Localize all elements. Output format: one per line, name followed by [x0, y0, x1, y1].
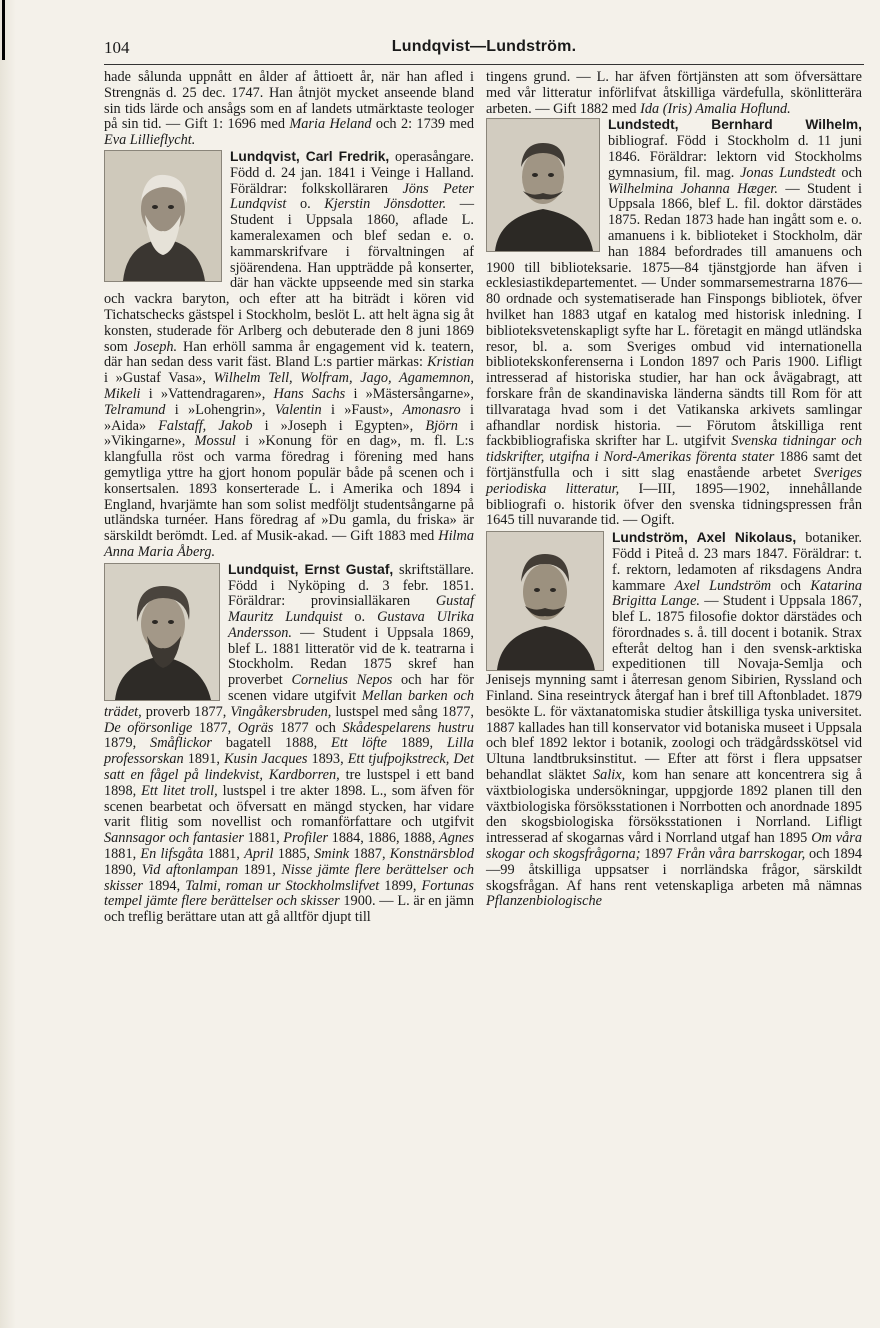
- text-run: bagatell 1888,: [212, 735, 332, 752]
- italic-run: Talmi, roman ur Stockholmslifvet: [185, 877, 380, 894]
- italic-run: Amonasro: [402, 401, 461, 418]
- text-run: lustspel med sång 1877,: [331, 703, 474, 720]
- text-run: 1900. — L. är en jämn och treflig berättare utan att gå alltför djupt till: [104, 893, 475, 926]
- text-run: och: [771, 577, 811, 594]
- italic-run: Profiler: [283, 830, 329, 847]
- italic-run: Småflickor: [150, 735, 212, 752]
- text-run: — Student i Uppsala 1860, aflade L. kameralexamen och blef sedan e. o. kammarskrifvare i förvaltningen af sjöärendena. Han uppträdde på konserter, där han väckte uppseende med sin starka och vackra baryton, och efter att ha biträdt i kören vid Tichatschecks gästspel i Stockholm, beslöt L. att helt ägna sig åt konsten, studerade för Arlberg och debuterade den 8 juni 1869 som: [104, 196, 475, 355]
- text-run: o.: [342, 609, 378, 626]
- italic-run: April: [244, 846, 274, 863]
- text-run: 1879,: [104, 735, 151, 752]
- text-run: 1891,: [183, 751, 224, 768]
- text-run: I—III, 1895—1902, innehållande bibliografi o. historik öfver den svenska tidningspressen från 1645 till nuvarande tid. — Ogift.: [486, 480, 862, 529]
- binding-mark: [2, 0, 5, 60]
- italic-run: Kristian: [427, 354, 474, 371]
- text-run: i »Lohengrin»,: [165, 401, 275, 418]
- text-run: 1887,: [349, 846, 390, 863]
- italic-run: Hilma Anna Maria Åberg.: [104, 528, 474, 560]
- italic-run: Cornelius Nepos: [291, 672, 393, 689]
- text-run: 1893,: [307, 751, 348, 768]
- portrait-photo: [104, 150, 222, 282]
- text-run: i »Mästersångarne»,: [345, 385, 474, 402]
- text-run: bibliograf. Född i Stockholm d. 11 juni 1846. Föräldrar: lektorn vid Stockholms gymnasium, fil. mag.: [608, 133, 862, 181]
- italic-run: Skådespelarens hustru: [342, 719, 474, 736]
- text-run: proverb 1877,: [141, 703, 231, 720]
- text-run: i »Gustaf Vasa»,: [104, 370, 214, 387]
- header-rule: [104, 64, 864, 65]
- text-run: 1889,: [387, 735, 447, 752]
- entry-axel-nikolaus-lundstrom: [486, 530, 862, 910]
- text-run: — Student i Uppsala 1866, blef L. fil. doktor därstädes 1875. Redan 1873 hade han ingått som e. o. amanuens i k. biblioteket i Stockholm, där han 1884 befordrades till amanuens och 1900 till biblioteksarie. 1875—84 tjänstgjorde han äfven i ecklesiastikdepartementet. — Under sommarsemestrarna 1876—80 ordnade och systematiserade han Finspongs bibliotek, öfver hvilket han 1883 utgaf en katalog med historisk inledning. I biblioteksvetenskapligt syfte har L. företagit en mängd utländska resor, bl. a. som Sveriges ombud vid internationella bibliotekskonferenserna i London 1897 och Paris 1900. Lifligt intresserad af historiska studier, har han ock åvägabragt, att forskare från de skandinaviska länderna sändts till Rom för att tillvarataga hvad som i det Vatikanska arkivets samlingar afhandlar nordisk historia. — Förutom åtskilliga rent fackbibliografiska skrifter har L. utgifvit: [486, 180, 862, 450]
- italic-run: Svenska tidningar och tidskrifter, utgifna i Nord-Amerikas förenta stater: [486, 433, 862, 466]
- continuation-text: [486, 70, 862, 117]
- italic-run: Björn: [425, 417, 458, 434]
- text-run: — Student i Uppsala 1867, blef L. 1875 filosofie doktor därstädes och förordnades s. å. till docent i botanik. Strax efteråt deltog han i den svensk-arktiska expeditionen till Novaja-Semlja och Jenisejs mynning samt i återresan genom Sibirien, Ryssland och Finland. Sina reseintryck återgaf han i bref till Aftonbladet. 1879 besökte L. för växtanatomiska studier åtskilliga tyska universitet. 1887 kallades han till konservator vid botaniska museet i Uppsala och blef 1892 lektor i botanik, zoologi och trädgårdsskötsel vid Ultuna landtbruksinstitut. — Efter att först i flera uppsatser behandlat släktet: [486, 593, 863, 784]
- entry-headword: Lundstedt, Bernhard Wilhelm,: [608, 117, 862, 133]
- page-margin: [0, 0, 16, 1328]
- italic-run: De oförsonlige: [104, 719, 193, 736]
- text-run: 1881,: [243, 830, 284, 847]
- italic-run: En lifsgåta: [140, 846, 204, 863]
- text-run: i »Konung för en dag», m. fl. L:s klangfulla röst och varma föredrag i förening med hans gemytliga yttre ha gjort honom populär både på scenen och i konsertsalen. 1893 konserterade L. i Amerika och 1894 i England, hvarjämte han som solist medföljt studentsångarne på utländska turnéer. Hans föredrag af »Du gamla, du friska» är särskildt berömdt. Led. af Musik-akad. — Gift 1883 med: [104, 433, 474, 545]
- text-run: 1890,: [104, 861, 142, 878]
- text-run: 1891,: [238, 861, 282, 878]
- continuation-text: [104, 70, 474, 149]
- entry-headword: Lundqvist, Carl Fredrik,: [230, 148, 390, 164]
- entry-bernhard-wilhelm-lundstedt: [486, 117, 862, 529]
- page-header: [104, 38, 864, 64]
- italic-run: Från våra barrskogar,: [676, 846, 806, 863]
- italic-run: Fortunas tempel jämte flere berättelser och skisser: [104, 877, 474, 910]
- italic-run: Wilhelm Tell, Wolfram, Jago, Agamemnon, Mikeli: [104, 370, 475, 402]
- text-run: 1886 samt det förtjänstfulla och i sitt slag enastående arbetet: [486, 449, 862, 481]
- italic-run: Sveriges periodiska litteratur,: [486, 464, 862, 497]
- italic-run: Ett löfte: [331, 735, 388, 752]
- italic-run: Mossul: [194, 433, 236, 450]
- left-column: [104, 70, 474, 926]
- text-run: i »Aida»: [104, 401, 474, 434]
- italic-run: Agnes: [439, 830, 474, 847]
- italic-run: Hans Sachs: [273, 385, 346, 402]
- text-run: och 2: 1739 med: [371, 116, 474, 133]
- text-run: lustspel i tre akter 1898. L., som äfven för scenen bearbetat och öfversatt en mängd stycken, har vidare varit flitig som novellist och romanförfattare och utgifvit: [104, 782, 475, 831]
- italic-run: Salix,: [593, 767, 626, 784]
- italic-run: Maria Heland: [289, 116, 372, 133]
- italic-run: Falstaff, Jakob: [158, 417, 253, 434]
- portrait-photo: [486, 531, 604, 671]
- italic-run: Lilla professorskan: [104, 735, 474, 768]
- page-number: 104: [104, 38, 130, 57]
- italic-run: Ida (Iris) Amalia Hoflund.: [640, 100, 791, 117]
- text-run: 1881,: [104, 846, 141, 863]
- text-run: — Student i Uppsala 1869, blef L. 1881 litteratör vid de k. teatrarna i Stockholm. Redan 1875 skref han proverbet: [228, 624, 474, 689]
- italic-run: Smink: [314, 846, 350, 863]
- italic-run: Wilhelmina Johanna Hæger.: [608, 180, 778, 197]
- italic-run: Nisse jämte flere berättelser och skisser: [104, 861, 474, 894]
- text-run: operasångare. Född d. 24 jan. 1841 i Veinge i Halland. Föräldrar: folkskolläraren: [230, 148, 474, 197]
- italic-run: Konstnärsblod: [389, 846, 474, 863]
- italic-run: Jonas Lundstedt: [740, 164, 836, 181]
- italic-run: Vid aftonlampan: [141, 861, 239, 878]
- text-run: 1881,: [203, 846, 245, 863]
- text-run: 1877,: [192, 719, 238, 736]
- text-run: botaniker. Född i Piteå d. 23 mars 1847. Föräldrar: t. f. rektorn, ledamoten af riksdagens Andra kammare: [612, 530, 862, 594]
- portrait-photo: [104, 563, 220, 701]
- text-run: 1877 och: [273, 719, 343, 736]
- italic-run: Katarina Brigitta Lange.: [612, 577, 862, 610]
- portrait-photo: [486, 118, 600, 252]
- text-run: Han erhöll samma år engagement vid k. teatern, där han sedan dess varit fäst. Bland L:s partier märkas:: [104, 338, 474, 371]
- text-run: 1897: [640, 846, 677, 863]
- text-run: 1885,: [273, 846, 315, 863]
- text-run: i »Vattendragaren»,: [140, 385, 274, 402]
- italic-run: Jöns Peter Lundqvist: [230, 180, 474, 213]
- entry-headword: Lundquist, Ernst Gustaf,: [228, 561, 394, 577]
- entry-carl-fredrik-lundqvist: [104, 149, 474, 561]
- entry-ernst-gustaf-lundquist: [104, 562, 474, 926]
- text-run: i »Joseph i Egypten»,: [252, 417, 426, 434]
- text-run: 1894,: [142, 877, 186, 894]
- italic-run: Sannsagor och fantasier: [104, 830, 244, 847]
- text-run: och: [835, 164, 863, 181]
- italic-run: Ett litet troll,: [141, 782, 218, 799]
- italic-run: Mellan barken och trädet,: [104, 688, 474, 720]
- entry-headword: Lundström, Axel Nikolaus,: [612, 530, 797, 546]
- text-run: skriftställare. Född i Nyköping d. 3 febr. 1851. Föräldrar: provinsialläkaren: [228, 561, 474, 610]
- italic-run: Kusin Jacques: [223, 751, 308, 768]
- text-run: i »Vikingarne»,: [104, 417, 474, 450]
- italic-run: Valentin: [274, 401, 322, 418]
- text-run: och har för scenen vidare utgifvit: [228, 672, 474, 705]
- italic-run: Ogräs: [237, 719, 274, 736]
- text-run: i »Faust»,: [321, 401, 403, 418]
- italic-run: Gustava Ulrika Andersson.: [228, 609, 474, 641]
- italic-run: Pflanzenbiologische: [486, 893, 602, 910]
- italic-run: Gustaf Mauritz Lundquist: [228, 593, 474, 626]
- text-run: kom han senare att koncentrera sig å växtbiologiska undersökningar, uppgjorde 1892 planen till den växtbiologiska försöksstationen i Norrbotten och anordnade 1895 den skogsbiologiska försöksstationen i Norrland. Lifligt intresserad af skogarnas vård i Norrland utgaf han 1895: [486, 767, 862, 847]
- text-run: 1899,: [379, 877, 422, 894]
- italic-run: Ett tjufpojkstreck, Det satt en fågel på lindekvist, Kardborren,: [104, 751, 474, 784]
- running-head: Lundqvist—Lundström.: [391, 38, 577, 55]
- italic-run: Axel Lundström: [674, 577, 772, 594]
- italic-run: Kjerstin Jönsdotter.: [324, 196, 447, 213]
- italic-run: Om våra skogar och skogsfrågorna;: [486, 830, 862, 863]
- italic-run: Joseph.: [133, 338, 178, 355]
- right-column: [486, 70, 862, 910]
- text-run: och 1894—99 åtskilliga uppsatser i norrländska frågor, särskildt skogsfrågan. Af hans rent vetenskapliga arbeten må nämnas: [486, 846, 863, 894]
- text-run: tingens grund. — L. har äfven förtjänsten att som öfversättare med vår litteratur införlifvat åtskilliga värdefulla, skönlitterära arbeten. — Gift 1882 med: [486, 69, 862, 117]
- text-run: 1884, 1886, 1888,: [328, 830, 440, 847]
- text-run: o.: [286, 196, 325, 213]
- text-run: hade sålunda uppnått en ålder af åttioett år, när han afled i Strengnäs d. 25 dec. 1747. Han åtnjöt mycket anseende bland sin tids lärde och ansågs som en af landets utmärktaste teologer på sin tid. — Gift 1: 1696 med: [104, 69, 474, 133]
- italic-run: Eva Lillieflycht.: [104, 132, 196, 149]
- italic-run: Telramund: [104, 401, 166, 418]
- text-run: tre lustspel i ett band 1898,: [104, 767, 474, 799]
- italic-run: Vingåkersbruden,: [230, 703, 332, 720]
